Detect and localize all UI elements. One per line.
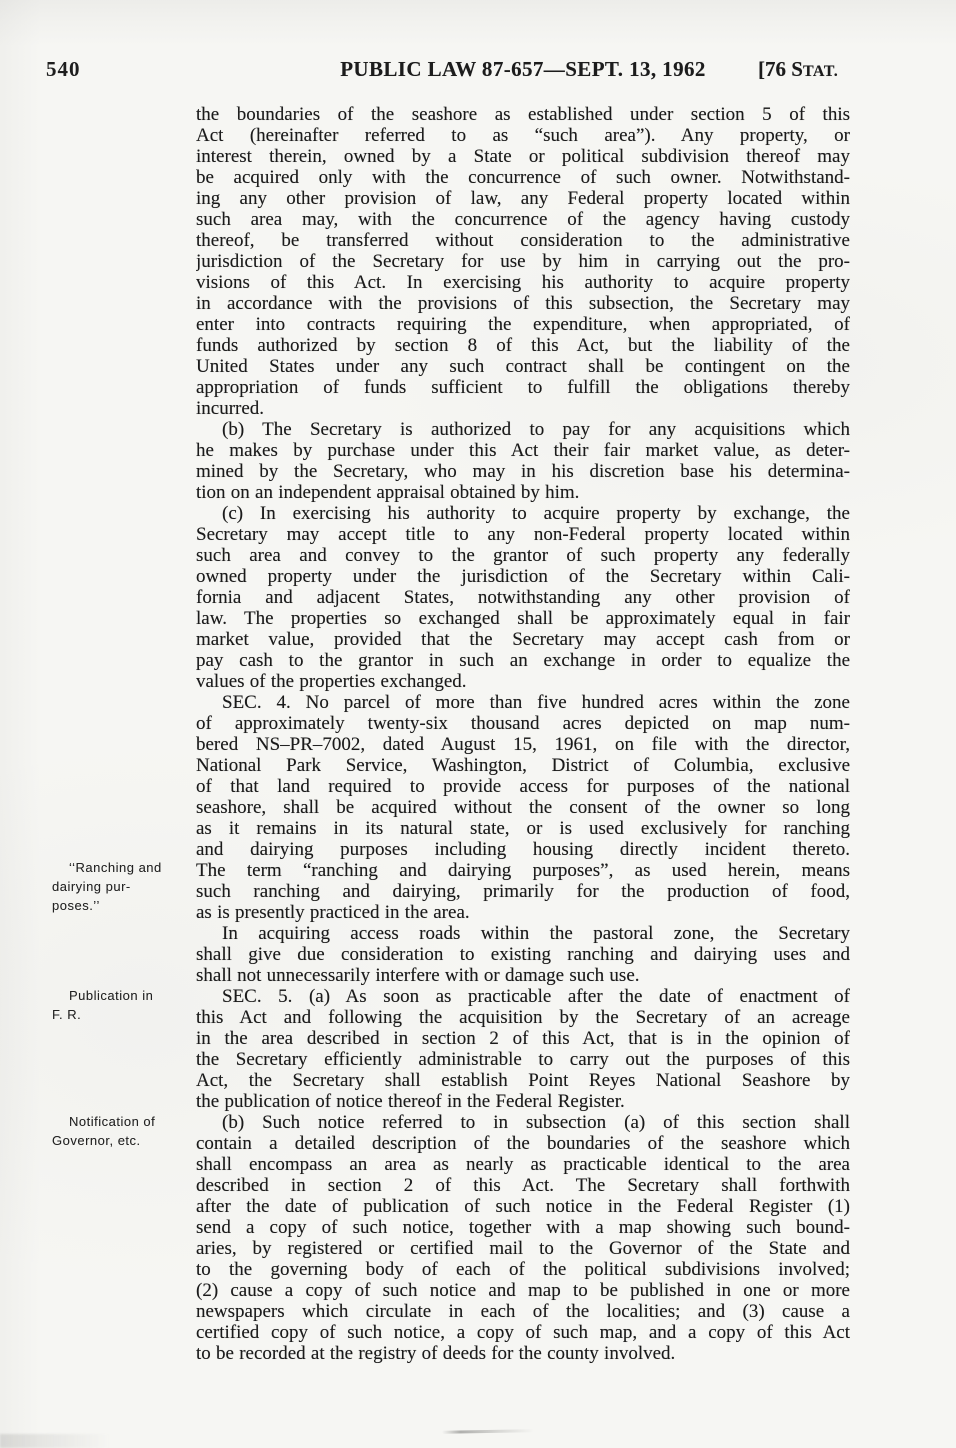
margin-note [52,1112,186,1150]
margin-note-line: ‘‘Ranching and [69,860,162,875]
text-line: described in section 2 of this Act. The Secretary shall forthwith [196,1175,850,1196]
text-line: to be recorded at the registry of deeds for the county involved. [196,1343,676,1364]
text-line: funds authorized by section 8 of this Act, but the liability of the [196,335,850,356]
margin-note-line: Governor, etc. [52,1133,141,1148]
text-line: mined by the Secretary, who may in his discretion base his determina- [196,461,850,482]
text-line: (b) The Secretary is authorized to pay for any acquisitions which [222,419,850,440]
page-number: 540 [46,57,81,81]
text-line: (b) Such notice referred to in subsection (a) of this section shall [222,1112,850,1133]
margin-note [52,986,186,1024]
text-line: thereof, be transferred without consideration to the administrative [196,230,850,251]
text-line: SEC. 4. No parcel of more than five hundred acres within the zone [222,692,850,713]
text-line: such ranching and dairying, primarily for the production of food, [196,881,850,902]
scan-artifact-corner [0,1434,130,1448]
text-line: this Act and following the acquisition by the Secretary of an acreage [196,1007,850,1028]
text-line: he makes by purchase under this Act their fair market value, as deter- [196,440,850,461]
text-line: incurred. [196,398,265,419]
text-line: pay cash to the grantor in such an exchange in order to equalize the [196,650,850,671]
scan-artifact-smudge [442,1429,534,1434]
text-line: National Park Service, Washington, District of Columbia, exclusive [196,755,850,776]
text-line: certified copy of such notice, a copy of such map, and a copy of this Act [196,1322,850,1343]
text-line: the publication of notice thereof in the Federal Register. [196,1091,625,1112]
text-line: (2) cause a copy of such notice and map to be published in one or more [196,1280,850,1301]
text-line: and dairying purposes including housing directly incident thereto. [196,839,850,860]
text-line: The term “ranching and dairying purposes”, as used herein, means [196,860,850,881]
text-line: in accordance with the provisions of this subsection, the Secretary may [196,293,850,314]
statute-body-text [196,104,850,1364]
text-line: appropriation of funds sufficient to fulfill the obligations thereby [196,377,850,398]
text-line: ing any other provision of law, any Federal property located within [196,188,850,209]
text-line: values of the properties exchanged. [196,671,467,692]
text-line: of approximately twenty-six thousand acres depicted on map num- [196,713,850,734]
text-line: In acquiring access roads within the pastoral zone, the Secretary [222,923,850,944]
text-line: enter into contracts requiring the expenditure, when appropriated, of [196,314,850,335]
margin-note-line: Notification of [69,1114,156,1129]
text-line: the boundaries of the seashore as established under section 5 of this [196,104,850,125]
text-line: shall encompass an area as nearly as practicable identical to the area [196,1154,850,1175]
text-line: of that land required to provide access for purposes of the national [196,776,850,797]
text-line: tion on an independent appraisal obtained by him. [196,482,580,503]
text-line: newspapers which circulate in each of the localities; and (3) cause a [196,1301,850,1322]
margin-note-line: poses.’’ [52,898,100,913]
text-line: bered NS–PR–7002, dated August 15, 1961, on file with the director, [196,734,850,755]
text-line: shall give due consideration to existing ranching and dairying uses and [196,944,850,965]
stat-citation-smallcaps: TAT. [802,63,839,80]
text-line: jurisdiction of the Secretary for use by him in carrying out the pro- [196,251,850,272]
text-line: United States under any such contract shall be contingent on the [196,356,850,377]
text-line: visions of this Act. In exercising his authority to acquire property [196,272,850,293]
text-line: send a copy of such notice, together with a map showing such bound- [196,1217,850,1238]
margin-note-line: dairying pur- [52,879,131,894]
text-line: SEC. 5. (a) As soon as practicable after the date of enactment of [222,986,850,1007]
text-line: as is presently practiced in the area. [196,902,470,923]
text-line: market value, provided that the Secretary may accept cash from or [196,629,850,650]
text-line: after the date of publication of such notice in the Federal Register (1) [196,1196,850,1217]
stat-citation-prefix: [76 S [758,57,803,81]
text-line: (c) In exercising his authority to acquire property by exchange, the [222,503,850,524]
text-line: contain a detailed description of the boundaries of the seashore which [196,1133,850,1154]
text-line: fornia and adjacent States, notwithstanding any other provision of [196,587,850,608]
text-line: in the area described in section 2 of this Act, that is in the opinion of [196,1028,850,1049]
text-line: such area may, with the concurrence of the agency having custody [196,209,850,230]
text-line: shall not unnecessarily interfere with or damage such use. [196,965,640,986]
text-line: such area and convey to the grantor of such property any federally [196,545,850,566]
text-line: owned property under the jurisdiction of the Secretary within Cali- [196,566,850,587]
text-line: be acquired only with the concurrence of such owner. Notwithstand- [196,167,850,188]
statutes-at-large-citation [758,57,850,82]
margin-note [52,858,186,915]
text-line: aries, by registered or certified mail to the Governor of the State and [196,1238,850,1259]
text-line: Act, the Secretary shall establish Point Reyes National Seashore by [196,1070,850,1091]
text-line: the Secretary efficiently administrable to carry out the purposes of this [196,1049,850,1070]
text-line: Act (hereinafter referred to as “such area”). Any property, or [196,125,850,146]
law-header-title: PUBLIC LAW 87-657—SEPT. 13, 1962 [340,57,706,81]
text-line: law. The properties so exchanged shall be approximately equal in fair [196,608,850,629]
text-line: seashore, shall be acquired without the consent of the owner so long [196,797,850,818]
text-line: interest therein, owned by a State or political subdivision thereof may [196,146,850,167]
text-line: to the governing body of each of the political subdivisions involved; [196,1259,850,1280]
text-line: Secretary may accept title to any non-Federal property located within [196,524,850,545]
margin-note-line: Publication in [69,988,154,1003]
margin-note-line: F. R. [52,1007,82,1022]
text-line: as it remains in its natural state, or is used exclusively for ranching [196,818,850,839]
